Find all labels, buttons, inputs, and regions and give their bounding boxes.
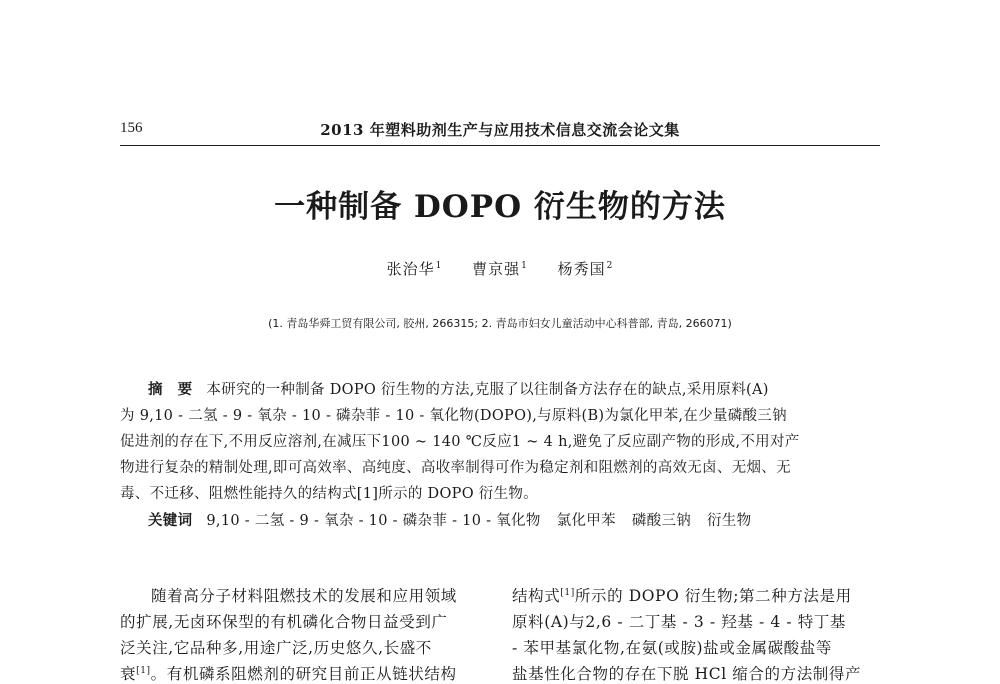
affiliations: (1. 青岛华舜工贸有限公司, 胶州, 266315; 2. 青岛市妇女儿童活动中心科普部, 青岛, 266071) — [268, 317, 732, 330]
author-1 — [387, 260, 443, 278]
citation-ref: [1] — [136, 665, 151, 676]
body-text: 。有机磷系阻燃剂的研究目前正从链状结构 — [150, 665, 457, 683]
body-right-line: 盐基性化合物的存在下脱 HCl 缩合的方法制得产 — [512, 665, 862, 683]
abstract-line: 为 9,10 - 二氢 - 9 - 氧杂 - 10 - 磷杂菲 - 10 - 氧化物(DOPO),与原料(B)为氯化甲苯,在少量磷酸三钠 — [120, 408, 787, 424]
keywords-line — [120, 509, 880, 530]
author-affiliation-mark: 1 — [435, 261, 443, 271]
author-list — [0, 258, 1000, 279]
body-right-line: 原料(A)与2,6 - 二丁基 - 3 - 羟基 - 4 - 特丁基 — [512, 613, 847, 631]
abstract-line: 毒、不迁移、阻燃性能持久的结构式[1]所示的 DOPO 衍生物。 — [120, 486, 539, 502]
keyword: 9,10 - 二氢 - 9 - 氧杂 - 10 - 磷杂菲 - 10 - 氧化物 — [206, 513, 541, 529]
body-text: 随着高分子材料阻燃技术的发展和应用领域 — [151, 587, 457, 605]
author-name: 曹京强 — [472, 260, 521, 278]
running-header: 2013 年塑料助剂生产与应用技术信息交流会论文集 — [320, 121, 680, 139]
body-right-line: - 苯甲基氯化物,在氨(或胺)盐或金属碳酸盐等 — [512, 639, 832, 657]
abstract-line: 物进行复杂的精制处理,即可高效率、高纯度、高收率制得可作为稳定剂和阻燃剂的高效无卤、无烟、无 — [120, 460, 791, 476]
body-left-line: 的扩展,无卤环保型的有机磷化合物日益受到广 — [120, 613, 448, 631]
body-left-line: 泛关注,它品种多,用途广泛,历史悠久,长盛不 — [120, 639, 432, 657]
keyword: 磷酸三钠 — [631, 513, 692, 529]
body-right-line — [512, 584, 880, 606]
abstract-text: 本研究的一种制备 DOPO 衍生物的方法,克服了以往制备方法存在的缺点,采用原料(A) — [206, 382, 769, 398]
header-rule — [120, 145, 880, 146]
body-text: 衰 — [120, 665, 137, 683]
author-affiliation-mark: 2 — [606, 261, 614, 271]
paper-title: 一种制备 DOPO 衍生物的方法 — [274, 189, 726, 225]
abstract-label: 摘 要 — [148, 382, 193, 398]
keyword: 氯化甲苯 — [556, 513, 616, 529]
author-name: 杨秀国 — [557, 260, 606, 278]
abstract-line — [120, 378, 880, 399]
body-left-line — [120, 584, 496, 606]
keyword: 衍生物 — [707, 513, 752, 529]
citation-ref: [1] — [560, 587, 575, 598]
body-text: 所示的 DOPO 衍生物;第二种方法是用 — [574, 587, 852, 605]
body-text: 结构式 — [512, 587, 561, 605]
author-affiliation-mark: 1 — [521, 261, 528, 271]
abstract-line: 促进剂的存在下,不用反应溶剂,在减压下100 ~ 140 ℃反应1 ~ 4 h,避免了反应副产物的形成,不用对产 — [120, 434, 800, 450]
author-name: 张治华 — [386, 260, 435, 278]
keywords-label: 关键词 — [148, 513, 193, 529]
author-2 — [472, 260, 528, 278]
author-3 — [558, 260, 614, 278]
body-left-line — [120, 662, 496, 684]
page-number: 156 — [120, 120, 143, 136]
